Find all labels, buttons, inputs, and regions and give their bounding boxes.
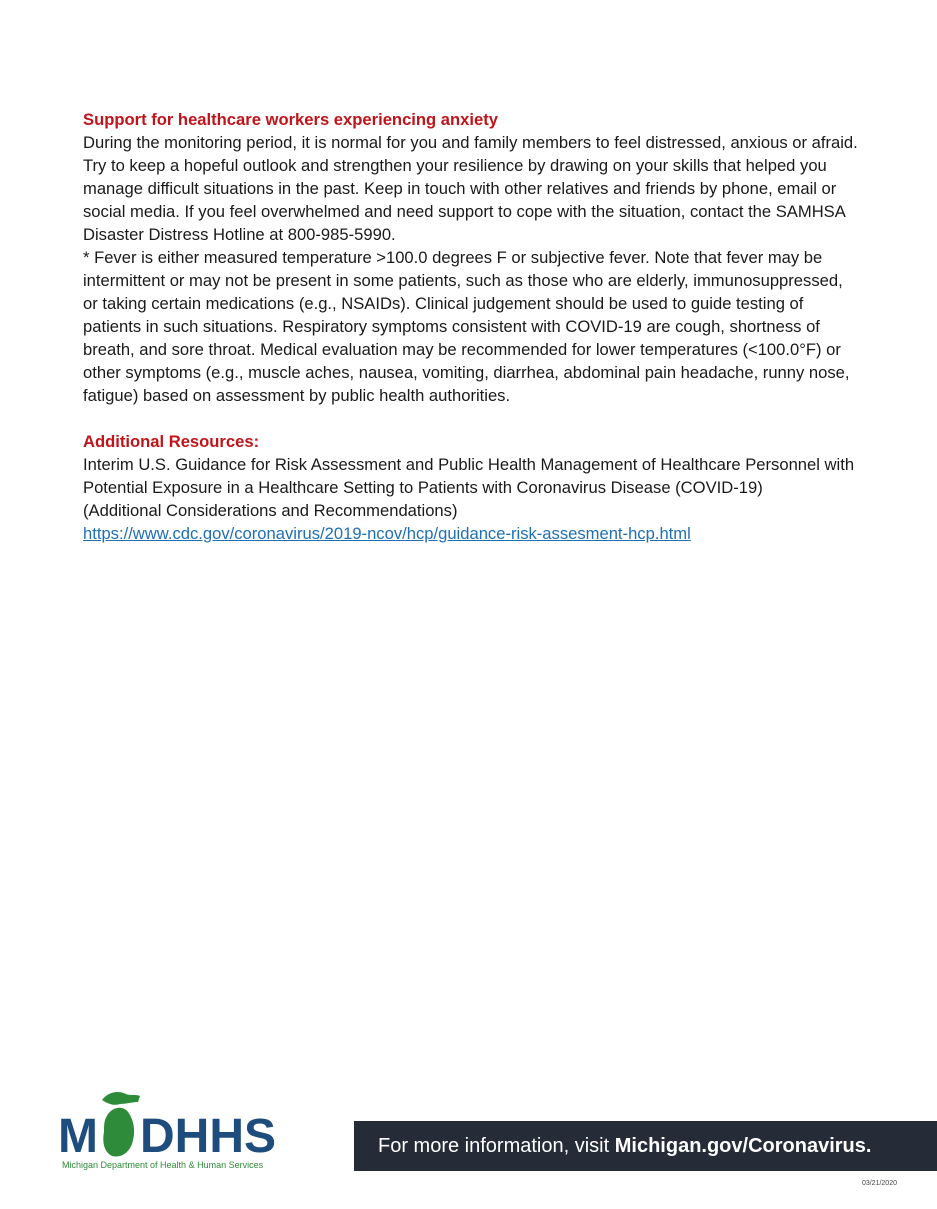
logo-subtitle: Michigan Department of Health & Human Services [62, 1160, 264, 1170]
logo-letters: DHHS [140, 1110, 277, 1163]
section-heading-resources: Additional Resources: [83, 432, 260, 451]
mdhhs-logo [58, 1086, 282, 1172]
mdhhs-logo-graphic [58, 1086, 282, 1172]
more-info-banner [354, 1121, 937, 1171]
banner-site-link[interactable]: Michigan.gov/Coronavirus. [614, 1134, 872, 1157]
spacer [83, 407, 858, 430]
document-body [83, 108, 858, 545]
fever-footnote-paragraph: * Fever is either measured temperature >100.0 degrees F or subjective fever. Note that fever may be intermittent or may not be present in some patients, such as those who are elderly, immunosuppressed, or taking certain medications (e.g., NSAIDs). Clinical judgement should be used to guide testing of patients in such situations. Respiratory symptoms consistent with COVID-19 are cough, shortness of breath, and sore throat. Medical evaluation may be recommended for lower temperatures (<100.0°F) or other symptoms (e.g., muscle aches, nausea, vomiting, diarrhea, abdominal pain headache, runny nose, fatigue) based on assessment by public health authorities. [83, 248, 850, 405]
banner-prefix: For more information, visit [378, 1134, 615, 1157]
document-date: 03/21/2020 [861, 1180, 897, 1187]
anxiety-paragraph: During the monitoring period, it is normal for you and family members to feel distressed, anxious or afraid. Try to keep a hopeful outlook and strengthen your resilience by drawing on your skills that helped you manage difficult situations in the past. Keep in touch with other relatives and friends by phone, email or social media. If you feel overwhelmed and need support to cope with the situation, contact the SAMHSA Disaster Distress Hotline at 800-985-5990. [83, 133, 858, 244]
resource-link-line [83, 522, 858, 545]
considerations-text: (Additional Considerations and Recommendations) [83, 501, 458, 520]
cdc-guidance-link[interactable]: https://www.cdc.gov/coronavirus/2019-ncov/hcp/guidance-risk-assesment-hcp.html [83, 524, 691, 543]
section-heading-anxiety: Support for healthcare workers experiencing anxiety [83, 110, 498, 129]
guidance-title: Interim U.S. Guidance for Risk Assessment and Public Health Management of Healthcare Personnel with Potential Exposure in a Healthcare Setting to Patients with Coronavirus Disease (COVID-19) [83, 455, 855, 497]
svg-text:M: M [58, 1110, 98, 1163]
